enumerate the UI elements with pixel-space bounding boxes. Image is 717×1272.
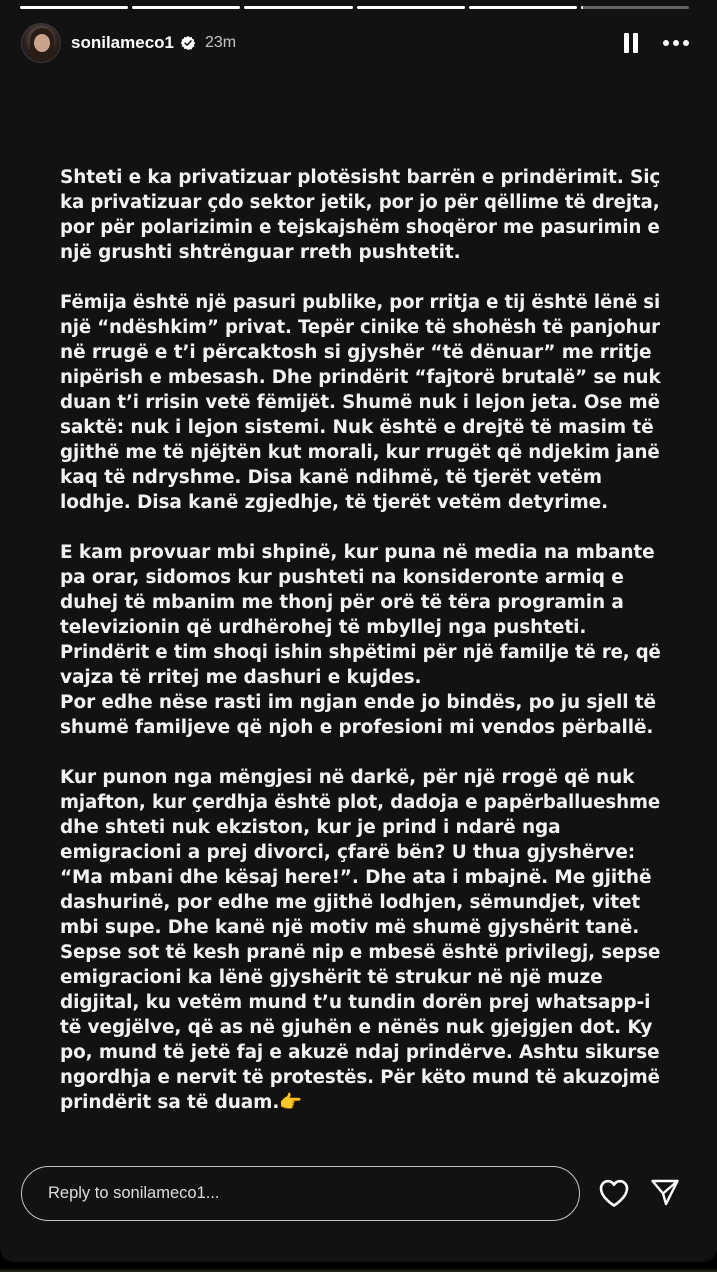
story-paragraph <box>60 290 660 515</box>
story-line: dhe shteti nuk ekziston, kur je prind i ndarë nga <box>60 817 561 838</box>
verified-badge-icon <box>180 35 196 51</box>
story-line: një “ndëshkim” privat. Tepër cinike të shohësh të panjohur <box>60 317 660 338</box>
story-line: gjithë me të njëjtën kut morali, kur rrugët që ndjekim janë <box>60 442 660 463</box>
story-paragraph <box>60 165 660 265</box>
story-line: “Ma mbani dhe kësaj here!”. Dhe ata i mbajnë. Me gjithë <box>60 867 652 888</box>
story-line: një grushti shtrënguar rreth pushtetit. <box>60 242 461 263</box>
story-line: Shteti e ka privatizuar plotësisht barrën e prindërimit. Siç <box>60 167 661 188</box>
story-line: duhej të mbanim me thonj për orë të tëra programin a <box>60 592 624 613</box>
story-line: Kur punon nga mëngjesi në darkë, për një rrogë që nuk <box>60 767 635 788</box>
story-line: E kam provuar mbi shpinë, kur puna në media na mbante <box>60 542 655 563</box>
progress-segment <box>357 6 465 9</box>
story-line: ka privatizuar çdo sektor jetik, por jo për qëllime të drejta, <box>60 192 660 213</box>
story-line: nipërish e mbesash. Dhe prindërit “fajtorë brutalë” se nuk <box>60 367 661 388</box>
progress-segment <box>244 6 352 9</box>
story-line: në rrugë e t’i përcaktosh si gjyshër “të dënuar” me rritje <box>60 342 652 363</box>
story-paragraph <box>60 765 660 1115</box>
reply-input[interactable] <box>21 1166 580 1221</box>
story-line: Sepse sot të kesh pranë nip e mbesë është privilegj, sepse <box>60 942 661 963</box>
pause-icon[interactable] <box>623 33 639 53</box>
story-line: mjafton, kur çerdhja është plot, dadoja e papërballueshme <box>60 792 661 813</box>
username[interactable]: sonilameco1 <box>71 33 174 52</box>
story-line: saktë: nuk i lejon sistemi. Nuk është e drejtë të masim të <box>60 417 654 438</box>
story-line: emigracioni a prej divorci, çfarë bën? U thua gjyshërve: <box>60 842 636 863</box>
story-line: shumë familjeve që njoh e profesioni mi vendos përballë. <box>60 717 654 738</box>
progress-segment <box>20 6 128 9</box>
story-line: Por edhe nëse rasti im ngjan ende jo bindës, po ju sjell të <box>60 692 656 713</box>
bottom-strip <box>0 1262 717 1272</box>
progress-segment <box>469 6 577 9</box>
progress-segment <box>581 6 689 9</box>
send-icon[interactable] <box>650 1178 680 1206</box>
story-line: mbi supe. Dhe kanë një motiv më shumë gjyshërit tanë. <box>60 917 640 938</box>
story-text <box>60 165 660 1115</box>
story-line: dashurinë, por edhe me gjithë lodhjen, sëmundjet, vitet <box>60 892 641 913</box>
story-line: pa orar, sidomos kur pushteti na konsideronte armiq e <box>60 567 624 588</box>
story-line: Fëmija është një pasuri publike, por rritja e tij është lënë si <box>60 292 661 313</box>
story-line: prindërit sa të duam.👉 <box>60 1092 303 1113</box>
story-line: Prindërit e tim shoqi ishin shpëtimi për një familje të re, që <box>60 642 661 663</box>
story-header <box>21 22 689 64</box>
story-line: ngordhja e nervit të protestës. Për këto mund të akuzojmë <box>60 1067 660 1088</box>
story-timestamp: 23m <box>205 34 237 51</box>
story-progress-bar <box>20 6 689 9</box>
story-paragraph <box>60 540 660 740</box>
more-options-icon[interactable] <box>663 34 689 52</box>
reply-placeholder: Reply to sonilameco1... <box>48 1184 220 1202</box>
story-line: kaq të ndryshme. Disa kanë ndihmë, të tjerët vetëm <box>60 467 602 488</box>
story-line: të vegjëlve, që as në gjuhën e nënës nuk gjejgjen dot. Ky <box>60 1017 653 1038</box>
progress-segment <box>132 6 240 9</box>
story-line: emigracioni ka lënë gjyshërit të strukur në një muze <box>60 967 603 988</box>
story-line: lodhje. Disa kanë zgjedhje, të tjerët vetëm detyrime. <box>60 492 609 513</box>
heart-icon[interactable] <box>598 1178 630 1208</box>
story-line: po, mund të jetë faj e akuzë ndaj prindërve. Ashtu sikurse <box>60 1042 660 1063</box>
story-controls <box>623 33 689 53</box>
story-line: duan t’i rrisin vetë fëmijët. Shumë nuk i lejon jeta. Ose më <box>60 392 660 413</box>
story-line: televizionin që urdhërohej të mbyllej nga pushteti. <box>60 617 587 638</box>
story-line: por për polarizimin e tejskajshëm shoqëror me pasurimin e <box>60 217 660 238</box>
story-line: vajza të rritej me dashuri e kujdes. <box>60 667 422 688</box>
avatar[interactable] <box>21 23 61 63</box>
story-line: digjital, ku vetëm mund t’u tundin dorën prej whatsapp-i <box>60 992 651 1013</box>
